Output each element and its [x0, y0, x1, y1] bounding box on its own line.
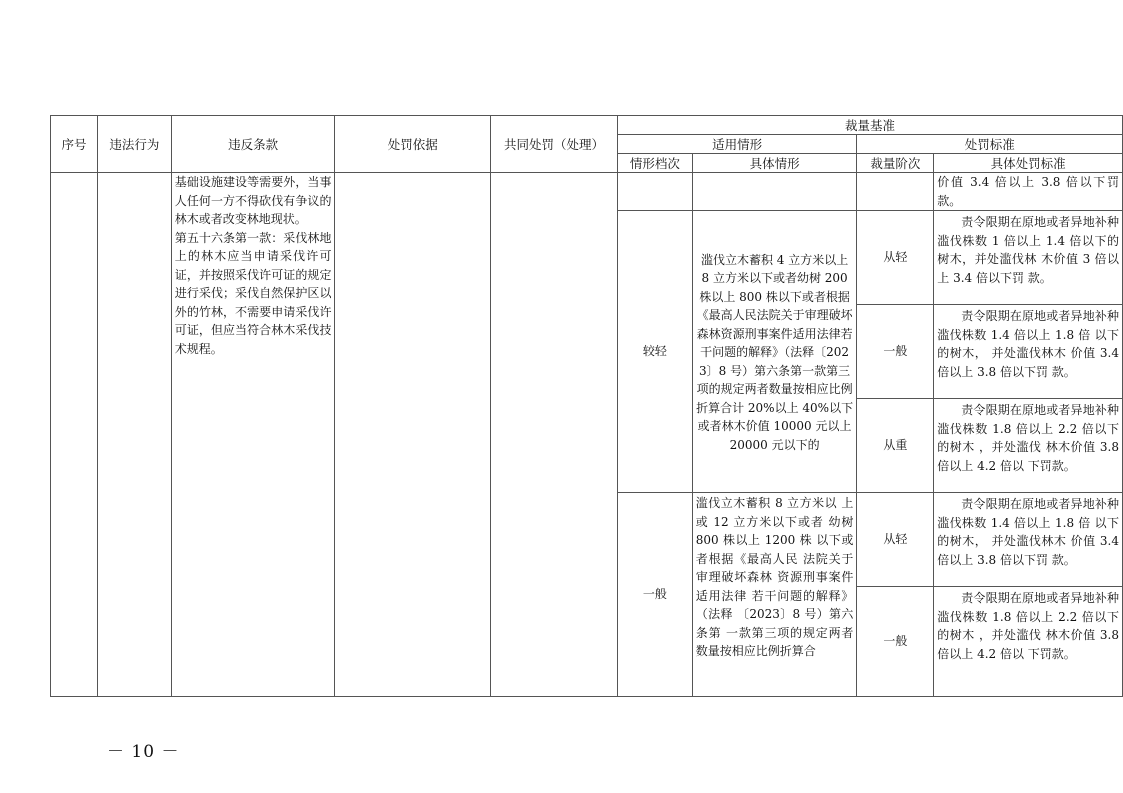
- stage-cell-continued: [857, 173, 934, 211]
- header-standard: 处罚标准: [857, 135, 1123, 154]
- act-cell: [97, 173, 171, 697]
- penalty-discretion-table: [50, 115, 1123, 697]
- detail-cell: 责令限期在原地或者异地补种滥伐株数 1 倍以上 1.4 倍以下的树木，并处滥伐林 木价值 3 倍以上 3.4 倍以下罚 款。: [934, 211, 1123, 305]
- page-number: － 10 －: [107, 742, 180, 762]
- header-detail: 具体处罚标准: [934, 154, 1123, 173]
- header-discretion: 裁量基准: [617, 116, 1122, 135]
- joint-cell: [491, 173, 618, 697]
- table-row: [51, 173, 1123, 211]
- level-cell-continued: [617, 173, 692, 211]
- header-act: 违法行为: [97, 116, 171, 173]
- detail-cell: 责令限期在原地或者异地补种滥伐株数 1.4 倍以上 1.8 倍 以下的树木， 并处滥伐林木 价值 3.4 倍以上 3.8 倍以下罚 款。: [934, 493, 1123, 587]
- stage-cell: 从轻: [857, 493, 934, 587]
- situation-cell: 滥伐立木蓄积 4 立方米以上 8 立方米以下或者幼树 200 株以上 800 株以下或者根据《最高人民法院关于审理破坏森林资源刑事案件适用法律若干问题的解释》（法释〔2023〕8 号）第六条第一款第三项的规定两者数量按相应比例折算合计 20%以上 40%以下或者林木价值 10000 元以上 20000 元以下的: [692, 211, 857, 493]
- header-applicable: 适用情形: [617, 135, 857, 154]
- header-basis: 处罚依据: [335, 116, 491, 173]
- situation-cell-continued: [692, 173, 857, 211]
- stage-cell: 从重: [857, 399, 934, 493]
- situation-cell: 滥伐立木蓄积 8 立方米以 上或 12 立方米以下或者 幼树 800 株以上 1200 株 以下或者根据《最高人民 法院关于审理破坏森林 资源刑事案件适用法律 若干问题的解释》（法释 〔2023〕8 号）第六条第 一款第三项的规定两者 数量按相应比例折算合: [692, 493, 857, 697]
- clause-cell: 基础设施建设等需要外，当事人任何一方不得砍伐有争议的林木或者改变林地现状。 第五十六条第一款：采伐林地上的林木应当申请采伐许可证，并按照采伐许可证的规定进行采伐；采伐自然保护区以外的竹林，不需要申请采伐许可证，但应当符合林木采伐技术规程。: [171, 173, 335, 697]
- header-stage: 裁量阶次: [857, 154, 934, 173]
- level-cell: 一般: [617, 493, 692, 697]
- stage-cell: 一般: [857, 305, 934, 399]
- level-cell: 较轻: [617, 211, 692, 493]
- basis-cell: [335, 173, 491, 697]
- header-seq: 序号: [51, 116, 98, 173]
- stage-cell: 一般: [857, 587, 934, 697]
- seq-cell: [51, 173, 98, 697]
- detail-cell: 价值 3.4 倍以上 3.8 倍以下罚 款。: [934, 173, 1123, 211]
- header-situation: 具体情形: [692, 154, 857, 173]
- detail-cell: 责令限期在原地或者异地补种滥伐株数 1.8 倍以上 2.2 倍以下的树木 ，并处滥伐 林木价值 3.8 倍以上 4.2 倍以 下罚款。: [934, 399, 1123, 493]
- header-clause: 违反条款: [171, 116, 335, 173]
- stage-cell: 从轻: [857, 211, 934, 305]
- detail-cell: 责令限期在原地或者异地补种滥伐株数 1.4 倍以上 1.8 倍 以下的树木， 并处滥伐林木 价值 3.4 倍以上 3.8 倍以下罚 款。: [934, 305, 1123, 399]
- header-joint: 共同处罚（处理）: [491, 116, 618, 173]
- header-level: 情形档次: [617, 154, 692, 173]
- detail-cell: 责令限期在原地或者异地补种滥伐株数 1.8 倍以上 2.2 倍以下的树木 ，并处滥伐 林木价值 3.8 倍以上 4.2 倍以 下罚款。: [934, 587, 1123, 697]
